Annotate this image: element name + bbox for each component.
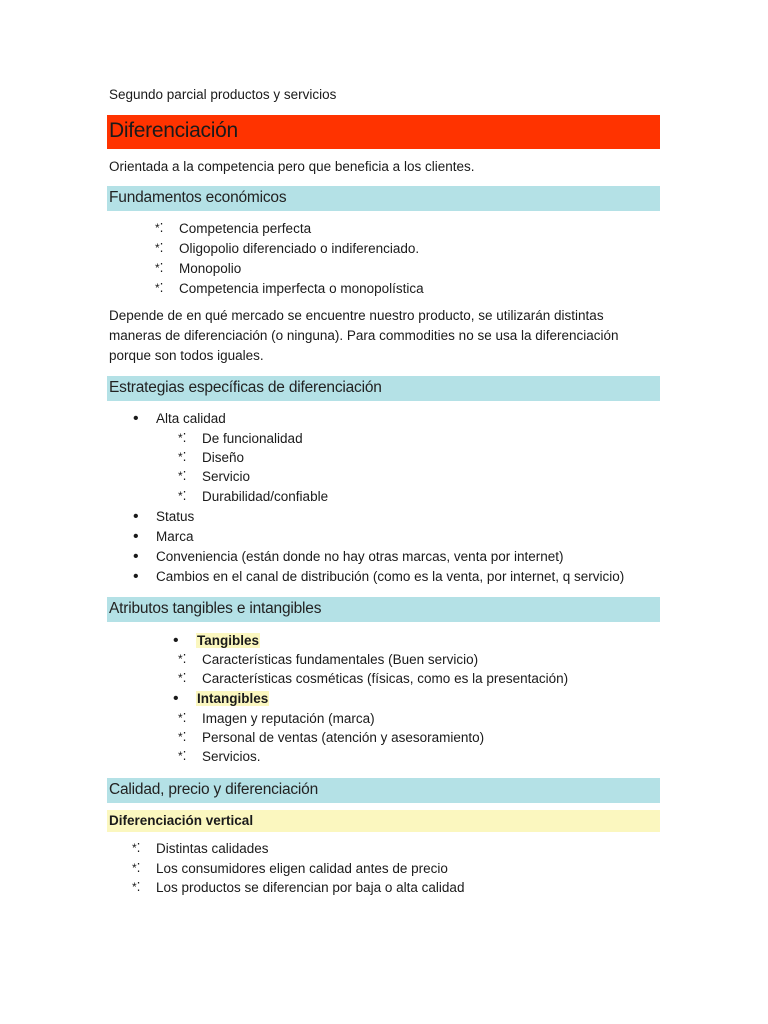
list-item-text: Cambios en el canal de distribución (como es la venta, por internet, q servicio) bbox=[156, 569, 625, 584]
list-item-text: Competencia imperfecta o monopolística bbox=[179, 281, 424, 296]
list-item-text: De funcionalidad bbox=[202, 431, 303, 446]
paragraph-line: porque son todos iguales. bbox=[109, 348, 264, 363]
round-bullet-icon: • bbox=[133, 528, 139, 545]
document-title: Segundo parcial productos y servicios bbox=[109, 87, 337, 102]
list-item-text: Oligopolio diferenciado o indiferenciado. bbox=[179, 241, 420, 256]
intro-text: Orientada a la competencia pero que beneficia a los clientes. bbox=[109, 159, 475, 174]
star-bullet-icon: *⁚ bbox=[178, 431, 187, 445]
section-heading-text: Atributos tangibles e intangibles bbox=[109, 600, 322, 617]
list-item bbox=[133, 568, 625, 585]
list-item bbox=[133, 528, 194, 545]
section-heading-atributos bbox=[107, 597, 660, 622]
round-bullet-icon: • bbox=[133, 410, 139, 427]
star-bullet-icon: *⁚ bbox=[178, 730, 187, 744]
list-item bbox=[173, 632, 260, 649]
paragraph-line: maneras de diferenciación (o ninguna). Para commodities no se usa la diferenciación bbox=[109, 328, 619, 343]
star-bullet-icon: *⁚ bbox=[155, 281, 164, 295]
sub-list-item bbox=[178, 450, 245, 465]
list-item-text: Servicio bbox=[202, 469, 251, 484]
list-item bbox=[132, 861, 448, 876]
sub-list-item bbox=[178, 652, 479, 667]
tangibles-label: Tangibles bbox=[197, 633, 260, 648]
list-item bbox=[133, 410, 226, 427]
list-item-text: Los productos se diferencian por baja o alta calidad bbox=[156, 880, 465, 895]
sub-list-item bbox=[178, 749, 261, 764]
star-bullet-icon: *⁚ bbox=[132, 861, 141, 875]
subheading-band bbox=[107, 810, 660, 832]
star-bullet-icon: *⁚ bbox=[178, 450, 187, 464]
round-bullet-icon: • bbox=[133, 508, 139, 525]
section-heading-fundamentos bbox=[107, 186, 660, 211]
list-item bbox=[155, 241, 420, 256]
list-item-text: Personal de ventas (atención y asesoramiento) bbox=[202, 730, 485, 745]
list-item bbox=[155, 221, 312, 236]
list-item-text: Status bbox=[156, 509, 195, 524]
list-item-text: Durabilidad/confiable bbox=[202, 489, 329, 504]
sub-list-item bbox=[178, 730, 485, 745]
list-item-text: Monopolio bbox=[179, 261, 242, 276]
section-heading-text: Calidad, precio y diferenciación bbox=[109, 781, 318, 798]
list-item-text: Marca bbox=[156, 529, 194, 544]
star-bullet-icon: *⁚ bbox=[178, 749, 187, 763]
sub-list-item bbox=[178, 711, 375, 726]
star-bullet-icon: *⁚ bbox=[155, 261, 164, 275]
section-heading-calidad bbox=[107, 778, 660, 803]
list-item bbox=[132, 880, 465, 895]
star-bullet-icon: *⁚ bbox=[155, 241, 164, 255]
list-item bbox=[133, 548, 564, 565]
list-item bbox=[173, 690, 269, 707]
intangibles-label: Intangibles bbox=[197, 691, 269, 706]
star-bullet-icon: *⁚ bbox=[178, 652, 187, 666]
sub-list-item bbox=[178, 469, 251, 484]
list-item-text: Diseño bbox=[202, 450, 245, 465]
list-item bbox=[132, 841, 269, 856]
star-bullet-icon: *⁚ bbox=[132, 880, 141, 894]
star-bullet-icon: *⁚ bbox=[132, 841, 141, 855]
round-bullet-icon: • bbox=[133, 548, 139, 565]
list-item-text: Competencia perfecta bbox=[179, 221, 312, 236]
main-title: Diferenciación bbox=[109, 119, 238, 142]
round-bullet-icon: • bbox=[173, 690, 179, 707]
section-heading-text: Estrategias específicas de diferenciación bbox=[109, 379, 382, 396]
paragraph-line: Depende de en qué mercado se encuentre nuestro producto, se utilizarán distintas bbox=[109, 308, 604, 323]
sub-list-item bbox=[178, 671, 569, 686]
title-band bbox=[107, 115, 660, 149]
sub-list-item bbox=[178, 489, 329, 504]
subheading-text: Diferenciación vertical bbox=[109, 813, 254, 828]
star-bullet-icon: *⁚ bbox=[178, 711, 187, 725]
star-bullet-icon: *⁚ bbox=[178, 489, 187, 503]
section-heading-text: Fundamentos económicos bbox=[109, 189, 287, 206]
list-item-text: Alta calidad bbox=[156, 411, 226, 426]
list-item-text: Imagen y reputación (marca) bbox=[202, 711, 375, 726]
list-item bbox=[155, 261, 242, 276]
round-bullet-icon: • bbox=[173, 632, 179, 649]
list-item-text: Los consumidores eligen calidad antes de precio bbox=[156, 861, 448, 876]
list-item-text: Conveniencia (están donde no hay otras marcas, venta por internet) bbox=[156, 549, 564, 564]
list-item-text: Características cosméticas (físicas, como es la presentación) bbox=[202, 671, 569, 686]
round-bullet-icon: • bbox=[133, 568, 139, 585]
list-item bbox=[155, 281, 424, 296]
list-item-text: Servicios. bbox=[202, 749, 261, 764]
section-heading-estrategias bbox=[107, 376, 660, 401]
star-bullet-icon: *⁚ bbox=[155, 221, 164, 235]
list-item-text: Distintas calidades bbox=[156, 841, 269, 856]
star-bullet-icon: *⁚ bbox=[178, 469, 187, 483]
list-item-text: Características fundamentales (Buen servicio) bbox=[202, 652, 479, 667]
sub-list-item bbox=[178, 431, 303, 446]
list-item bbox=[133, 508, 195, 525]
star-bullet-icon: *⁚ bbox=[178, 671, 187, 685]
